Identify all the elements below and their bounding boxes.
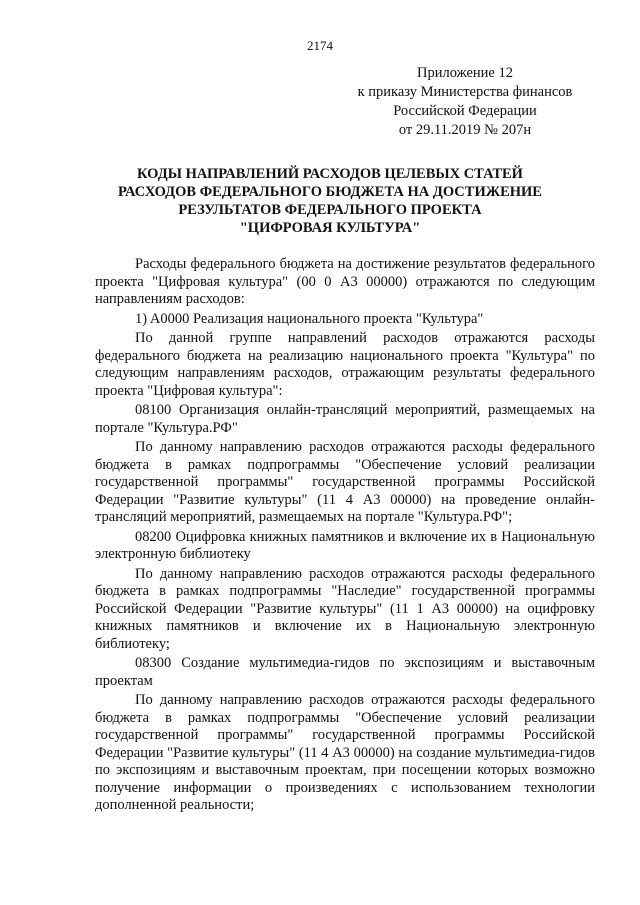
- paragraph-code-08200: 08200 Оцифровка книжных памятников и включение их в Национальную электронную библиотеку: [95, 528, 595, 562]
- paragraph-code-08300: 08300 Создание мультимедиа-гидов по экспозициям и выставочным проектам: [95, 655, 595, 689]
- title-line: "ЦИФРОВАЯ КУЛЬТУРА": [239, 220, 421, 236]
- page-number: 2174: [307, 38, 333, 53]
- paragraph: По данному направлению расходов отражаются расходы федерального бюджета в рамках подпрограммы "Обеспечение условий реализации государственной программы" государственной программы Российской Федерации "Развитие культуры" (11 4 A3 00000) на создание мультимедиа-гидов по экспозициям и выставочным проектам, при посещении которых возможно получение информации о произведениях с использованием технологии дополненной реальности;: [95, 692, 595, 813]
- paragraph: По данному направлению расходов отражаются расходы федерального бюджета в рамках подпрограммы "Наследие" государственной программы Российской Федерации "Развитие культуры" (11 1 A3 00000) на оцифровку книжных памятников и включение их в Национальную электронную библиотеку;: [95, 565, 595, 652]
- title-line: РЕЗУЛЬТАТОВ ФЕДЕРАЛЬНОГО ПРОЕКТА: [178, 202, 482, 218]
- paragraph-section-heading: 1) A0000 Реализация национального проекта "Культура": [135, 310, 484, 327]
- paragraph-code-08100: 08100 Организация онлайн-трансляций мероприятий, размещаемых на портале "Культура.РФ": [95, 402, 595, 436]
- paragraph: По данной группе направлений расходов отражаются расходы федерального бюджета на реализацию национального проекта "Культура" по следующим направлениям расходов, отражающим результаты федерального проекта "Цифровая культура":: [95, 330, 595, 399]
- document-body: [95, 256, 595, 817]
- appendix-line: Российской Федерации: [393, 103, 537, 119]
- appendix-line: Приложение 12: [417, 65, 513, 81]
- title-line: РАСХОДОВ ФЕДЕРАЛЬНОГО БЮДЖЕТА НА ДОСТИЖЕНИЕ: [118, 184, 542, 200]
- appendix-line: от 29.11.2019 № 207н: [398, 122, 532, 138]
- document-title: [60, 165, 600, 237]
- appendix-header: [340, 64, 590, 140]
- appendix-line: к приказу Министерства финансов: [357, 84, 573, 100]
- title-line: КОДЫ НАПРАВЛЕНИЙ РАСХОДОВ ЦЕЛЕВЫХ СТАТЕЙ: [137, 166, 523, 182]
- paragraph: По данному направлению расходов отражаются расходы федерального бюджета в рамках подпрограммы "Обеспечение условий реализации государственной программы" государственной программы Российской Федерации "Развитие культуры" (11 4 A3 00000) на проведение онлайн-трансляций мероприятий, размещаемых на портале "Культура.РФ";: [95, 439, 595, 525]
- paragraph-intro: Расходы федерального бюджета на достижение результатов федерального проекта "Цифровая культура" (00 0 A3 00000) отражаются по следующим направлениям расходов:: [95, 256, 595, 307]
